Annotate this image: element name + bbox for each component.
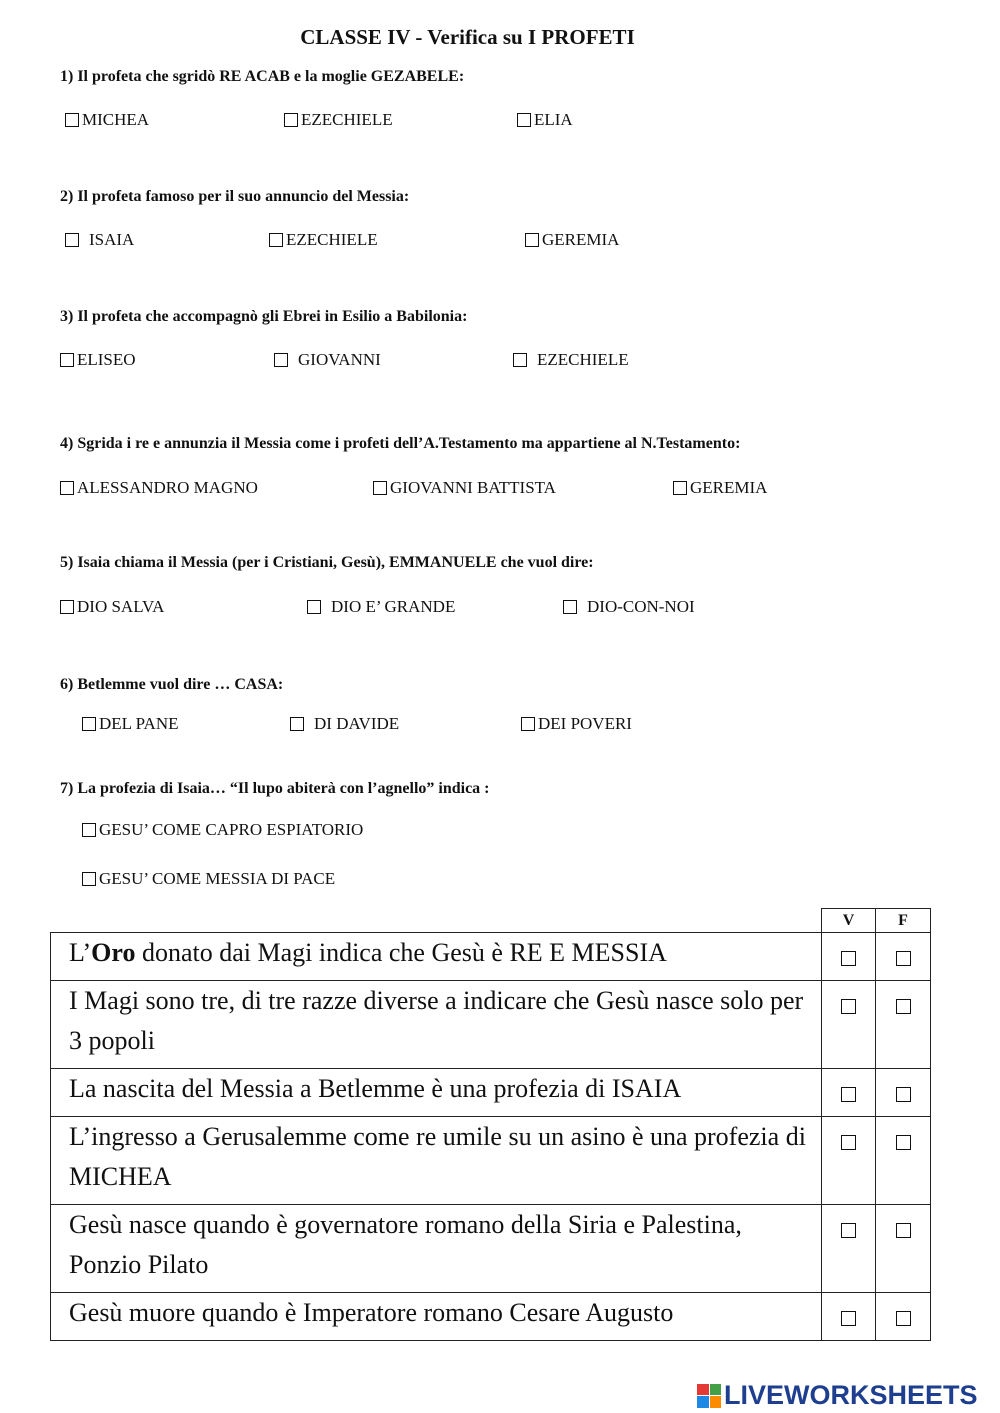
option-q3-a[interactable]: ELISEO xyxy=(60,350,136,370)
checkbox[interactable] xyxy=(525,233,539,247)
table-row xyxy=(51,981,931,1069)
option-q4-c[interactable]: GEREMIA xyxy=(673,478,767,498)
true-checkbox[interactable] xyxy=(841,999,856,1014)
true-cell[interactable] xyxy=(822,1205,876,1293)
option-q3-b[interactable]: GIOVANNI xyxy=(274,350,381,370)
true-checkbox[interactable] xyxy=(841,1087,856,1102)
option-q2-b[interactable]: EZECHIELE xyxy=(269,230,378,250)
option-q7-a[interactable]: GESU’ COME CAPRO ESPIATORIO xyxy=(82,820,363,840)
option-q1-c[interactable]: ELIA xyxy=(517,110,573,130)
option-q6-c[interactable]: DEI POVERI xyxy=(521,714,632,734)
table-row xyxy=(51,1205,931,1293)
question-3: 3) Il profeta che accompagnò gli Ebrei in Esilio a Babilonia: xyxy=(60,308,468,325)
option-q5-b[interactable]: DIO E’ GRANDE xyxy=(307,597,455,617)
option-q4-b[interactable]: GIOVANNI BATTISTA xyxy=(373,478,556,498)
option-q2-c[interactable]: GEREMIA xyxy=(525,230,619,250)
question-5: 5) Isaia chiama il Messia (per i Cristiani, Gesù), EMMANUELE che vuol dire: xyxy=(60,554,594,571)
false-cell[interactable] xyxy=(876,1293,931,1341)
true-checkbox[interactable] xyxy=(841,1311,856,1326)
false-checkbox[interactable] xyxy=(896,1087,911,1102)
true-checkbox[interactable] xyxy=(841,1223,856,1238)
statement-6: Gesù muore quando è Imperatore romano Cesare Augusto xyxy=(51,1293,822,1341)
true-cell[interactable] xyxy=(822,933,876,981)
false-cell[interactable] xyxy=(876,1117,931,1205)
checkbox[interactable] xyxy=(82,717,96,731)
checkbox[interactable] xyxy=(60,600,74,614)
false-cell[interactable] xyxy=(876,981,931,1069)
header-false: F xyxy=(876,909,931,933)
statement-2: I Magi sono tre, di tre razze diverse a indicare che Gesù nasce solo per 3 popoli xyxy=(51,981,822,1069)
option-q5-c[interactable]: DIO-CON-NOI xyxy=(563,597,695,617)
checkbox[interactable] xyxy=(517,113,531,127)
true-cell[interactable] xyxy=(822,1069,876,1117)
checkbox[interactable] xyxy=(82,823,96,837)
table-row xyxy=(51,1069,931,1117)
logo-text: LIVEWORKSHEETS xyxy=(724,1380,978,1410)
false-cell[interactable] xyxy=(876,933,931,981)
checkbox[interactable] xyxy=(65,113,79,127)
option-q1-a[interactable]: MICHEA xyxy=(65,110,149,130)
true-checkbox[interactable] xyxy=(841,1135,856,1150)
option-q5-a[interactable]: DIO SALVA xyxy=(60,597,164,617)
false-cell[interactable] xyxy=(876,1205,931,1293)
checkbox[interactable] xyxy=(307,600,321,614)
checkbox[interactable] xyxy=(521,717,535,731)
checkbox[interactable] xyxy=(274,353,288,367)
question-7: 7) La profezia di Isaia… “Il lupo abiterà con l’agnello” indica : xyxy=(60,780,490,797)
false-checkbox[interactable] xyxy=(896,1223,911,1238)
checkbox[interactable] xyxy=(513,353,527,367)
checkbox[interactable] xyxy=(563,600,577,614)
true-false-table xyxy=(50,908,931,1341)
checkbox[interactable] xyxy=(284,113,298,127)
checkbox[interactable] xyxy=(269,233,283,247)
option-q1-b[interactable]: EZECHIELE xyxy=(284,110,393,130)
table-row xyxy=(51,933,931,981)
checkbox[interactable] xyxy=(65,233,79,247)
checkbox[interactable] xyxy=(60,481,74,495)
table-row xyxy=(51,1293,931,1341)
false-checkbox[interactable] xyxy=(896,1135,911,1150)
page-title: CLASSE IV - Verifica su I PROFETI xyxy=(300,25,635,49)
checkbox[interactable] xyxy=(290,717,304,731)
table-header-row xyxy=(51,909,931,933)
question-6: 6) Betlemme vuol dire … CASA: xyxy=(60,676,284,693)
false-cell[interactable] xyxy=(876,1069,931,1117)
option-q7-b[interactable]: GESU’ COME MESSIA DI PACE xyxy=(82,869,335,889)
false-checkbox[interactable] xyxy=(896,999,911,1014)
checkbox[interactable] xyxy=(373,481,387,495)
statement-4: L’ingresso a Gerusalemme come re umile su un asino è una profezia di MICHEA xyxy=(51,1117,822,1205)
statement-5: Gesù nasce quando è governatore romano della Siria e Palestina, Ponzio Pilato xyxy=(51,1205,822,1293)
option-q4-a[interactable]: ALESSANDRO MAGNO xyxy=(60,478,258,498)
false-checkbox[interactable] xyxy=(896,951,911,966)
question-4: 4) Sgrida i re e annunzia il Messia come i profeti dell’A.Testamento ma appartiene al N.Testamento: xyxy=(60,435,741,452)
question-2: 2) Il profeta famoso per il suo annuncio del Messia: xyxy=(60,188,410,205)
table-row xyxy=(51,1117,931,1205)
false-checkbox[interactable] xyxy=(896,1311,911,1326)
true-cell[interactable] xyxy=(822,981,876,1069)
logo-mark-icon xyxy=(697,1384,721,1408)
checkbox[interactable] xyxy=(82,872,96,886)
true-checkbox[interactable] xyxy=(841,951,856,966)
option-q6-a[interactable]: DEL PANE xyxy=(82,714,179,734)
liveworksheets-logo xyxy=(697,1380,978,1411)
checkbox[interactable] xyxy=(673,481,687,495)
statement-1: L’Oro donato dai Magi indica che Gesù è RE E MESSIA xyxy=(51,933,822,981)
question-1: 1) Il profeta che sgridò RE ACAB e la moglie GEZABELE: xyxy=(60,68,465,85)
option-q2-a[interactable]: ISAIA xyxy=(65,230,134,250)
option-q6-b[interactable]: DI DAVIDE xyxy=(290,714,399,734)
statement-3: La nascita del Messia a Betlemme è una profezia di ISAIA xyxy=(51,1069,822,1117)
true-cell[interactable] xyxy=(822,1117,876,1205)
true-cell[interactable] xyxy=(822,1293,876,1341)
header-true: V xyxy=(822,909,876,933)
checkbox[interactable] xyxy=(60,353,74,367)
option-q3-c[interactable]: EZECHIELE xyxy=(513,350,629,370)
